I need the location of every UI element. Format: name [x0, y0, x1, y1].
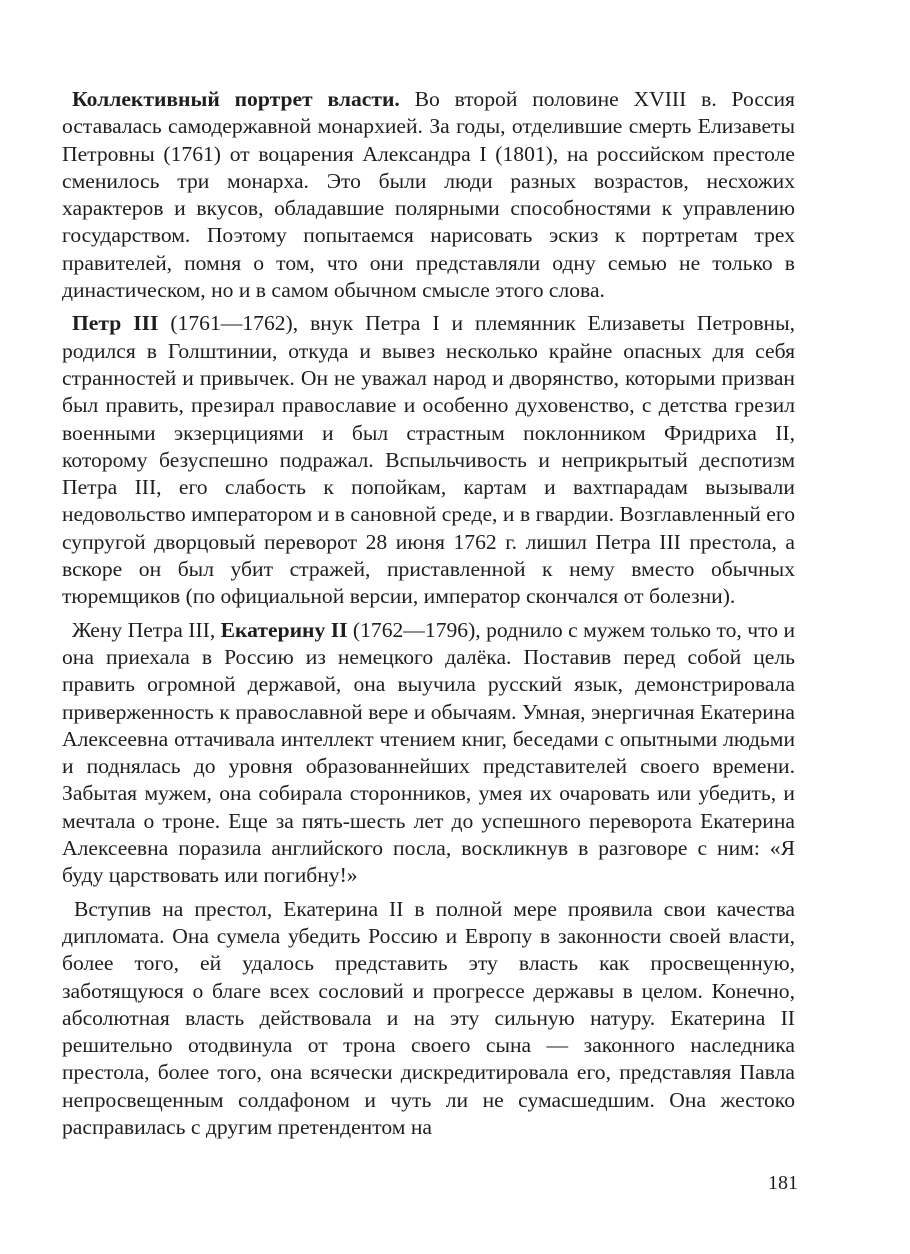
section-heading: Коллективный портрет власти.: [72, 87, 400, 111]
paragraph-peter-iii: [62, 310, 795, 610]
ruler-name-bold: Петр III: [72, 311, 159, 336]
paragraph-catherine-reign: [62, 896, 795, 1142]
paragraph-collective-portrait: [62, 86, 795, 304]
page-number: 181: [768, 1172, 798, 1194]
paragraph-catherine-ii: [62, 617, 795, 890]
paragraph-text: Во второй половине XVIII в. Россия оставалась самодержавной монархией. За годы, отделившие смерть Елизаветы Петровны (1761) от воцарения Александра I (1801), на российском престоле сменилось три монарха. Это были люди разных возрастов, несхожих характеров и вкусов, обладавшие полярными способностями к управлению государством. Поэтому попытаемся нарисовать эскиз к портретам трех правителей, помня о том, что они представляли одну семью не только в династическом, но и в самом обычном смысле этого слова.: [62, 87, 795, 303]
paragraph-text: (1761—1762), внук Петра I и племянник Елизаветы Петровны, родился в Голштинии, откуда и вывез несколько крайне опасных для себя странностей и привычек. Он не уважал народ и дворянство, которыми призван был править, презирал православие и особенно духовенство, с детства грезил военными экзерцициями и был страстным поклонником Фридриха II, которому безуспешно подражал. Вспыльчивость и неприкрытый деспотизм Петра III, его слабость к попойкам, картам и вахтпарадам вызывали недовольство императором и в сановной среде, и в гвардии. Возглавленный его супругой дворцовый переворот 28 июня 1762 г. лишил Петра III престола, а вскоре он был убит стражей, приставленной к нему вместо обычных тюремщиков (по официальной версии, император скончался от болезни).: [62, 311, 795, 609]
paragraph-text: Вступив на престол, Екатерина II в полной мере проявила свои качества дипломата. Она сумела убедить Россию и Европу в законности своей власти, более того, ей удалось представить эту власть как просвещенную, заботящуюся о благе всех сословий и прогрессе державы в целом. Конечно, абсолютная власть действовала и на эту сильную натуру. Екатерина II решительно отодвинула от трона своего сына — законного наследника престола, более того, она всячески дискредитировала его, представляя Павла непросвещенным солдафоном и чуть ли не сумасшедшим. Она жестоко расправилась с другим претендентом на: [62, 896, 795, 1139]
ruler-name-bold: Екатерину II: [220, 617, 348, 642]
paragraph-intro-text: Жену Петра III,: [72, 617, 221, 642]
paragraph-text: (1762—1796), роднило с мужем только то, что и она приехала в Россию из немецкого далёка. Поставив перед собой цель править огромной державой, она выучила русский язык, демонстрировала приверженность к православной вере и обычаям. Умная, энергичная Екатерина Алексеевна оттачивала интеллект чтением книг, беседами с опытными людьми и поднялась до уровня образованнейших представителей своего времени. Забытая мужем, она собирала сторонников, умея их очаровать или убедить, и мечтала о троне. Еще за пять-шесть лет до успешного переворота Екатерина Алексеевна поразила английского посла, воскликнув в разговоре с ним: «Я буду царствовать или погибну!»: [62, 617, 796, 888]
page-body: [62, 86, 795, 1147]
